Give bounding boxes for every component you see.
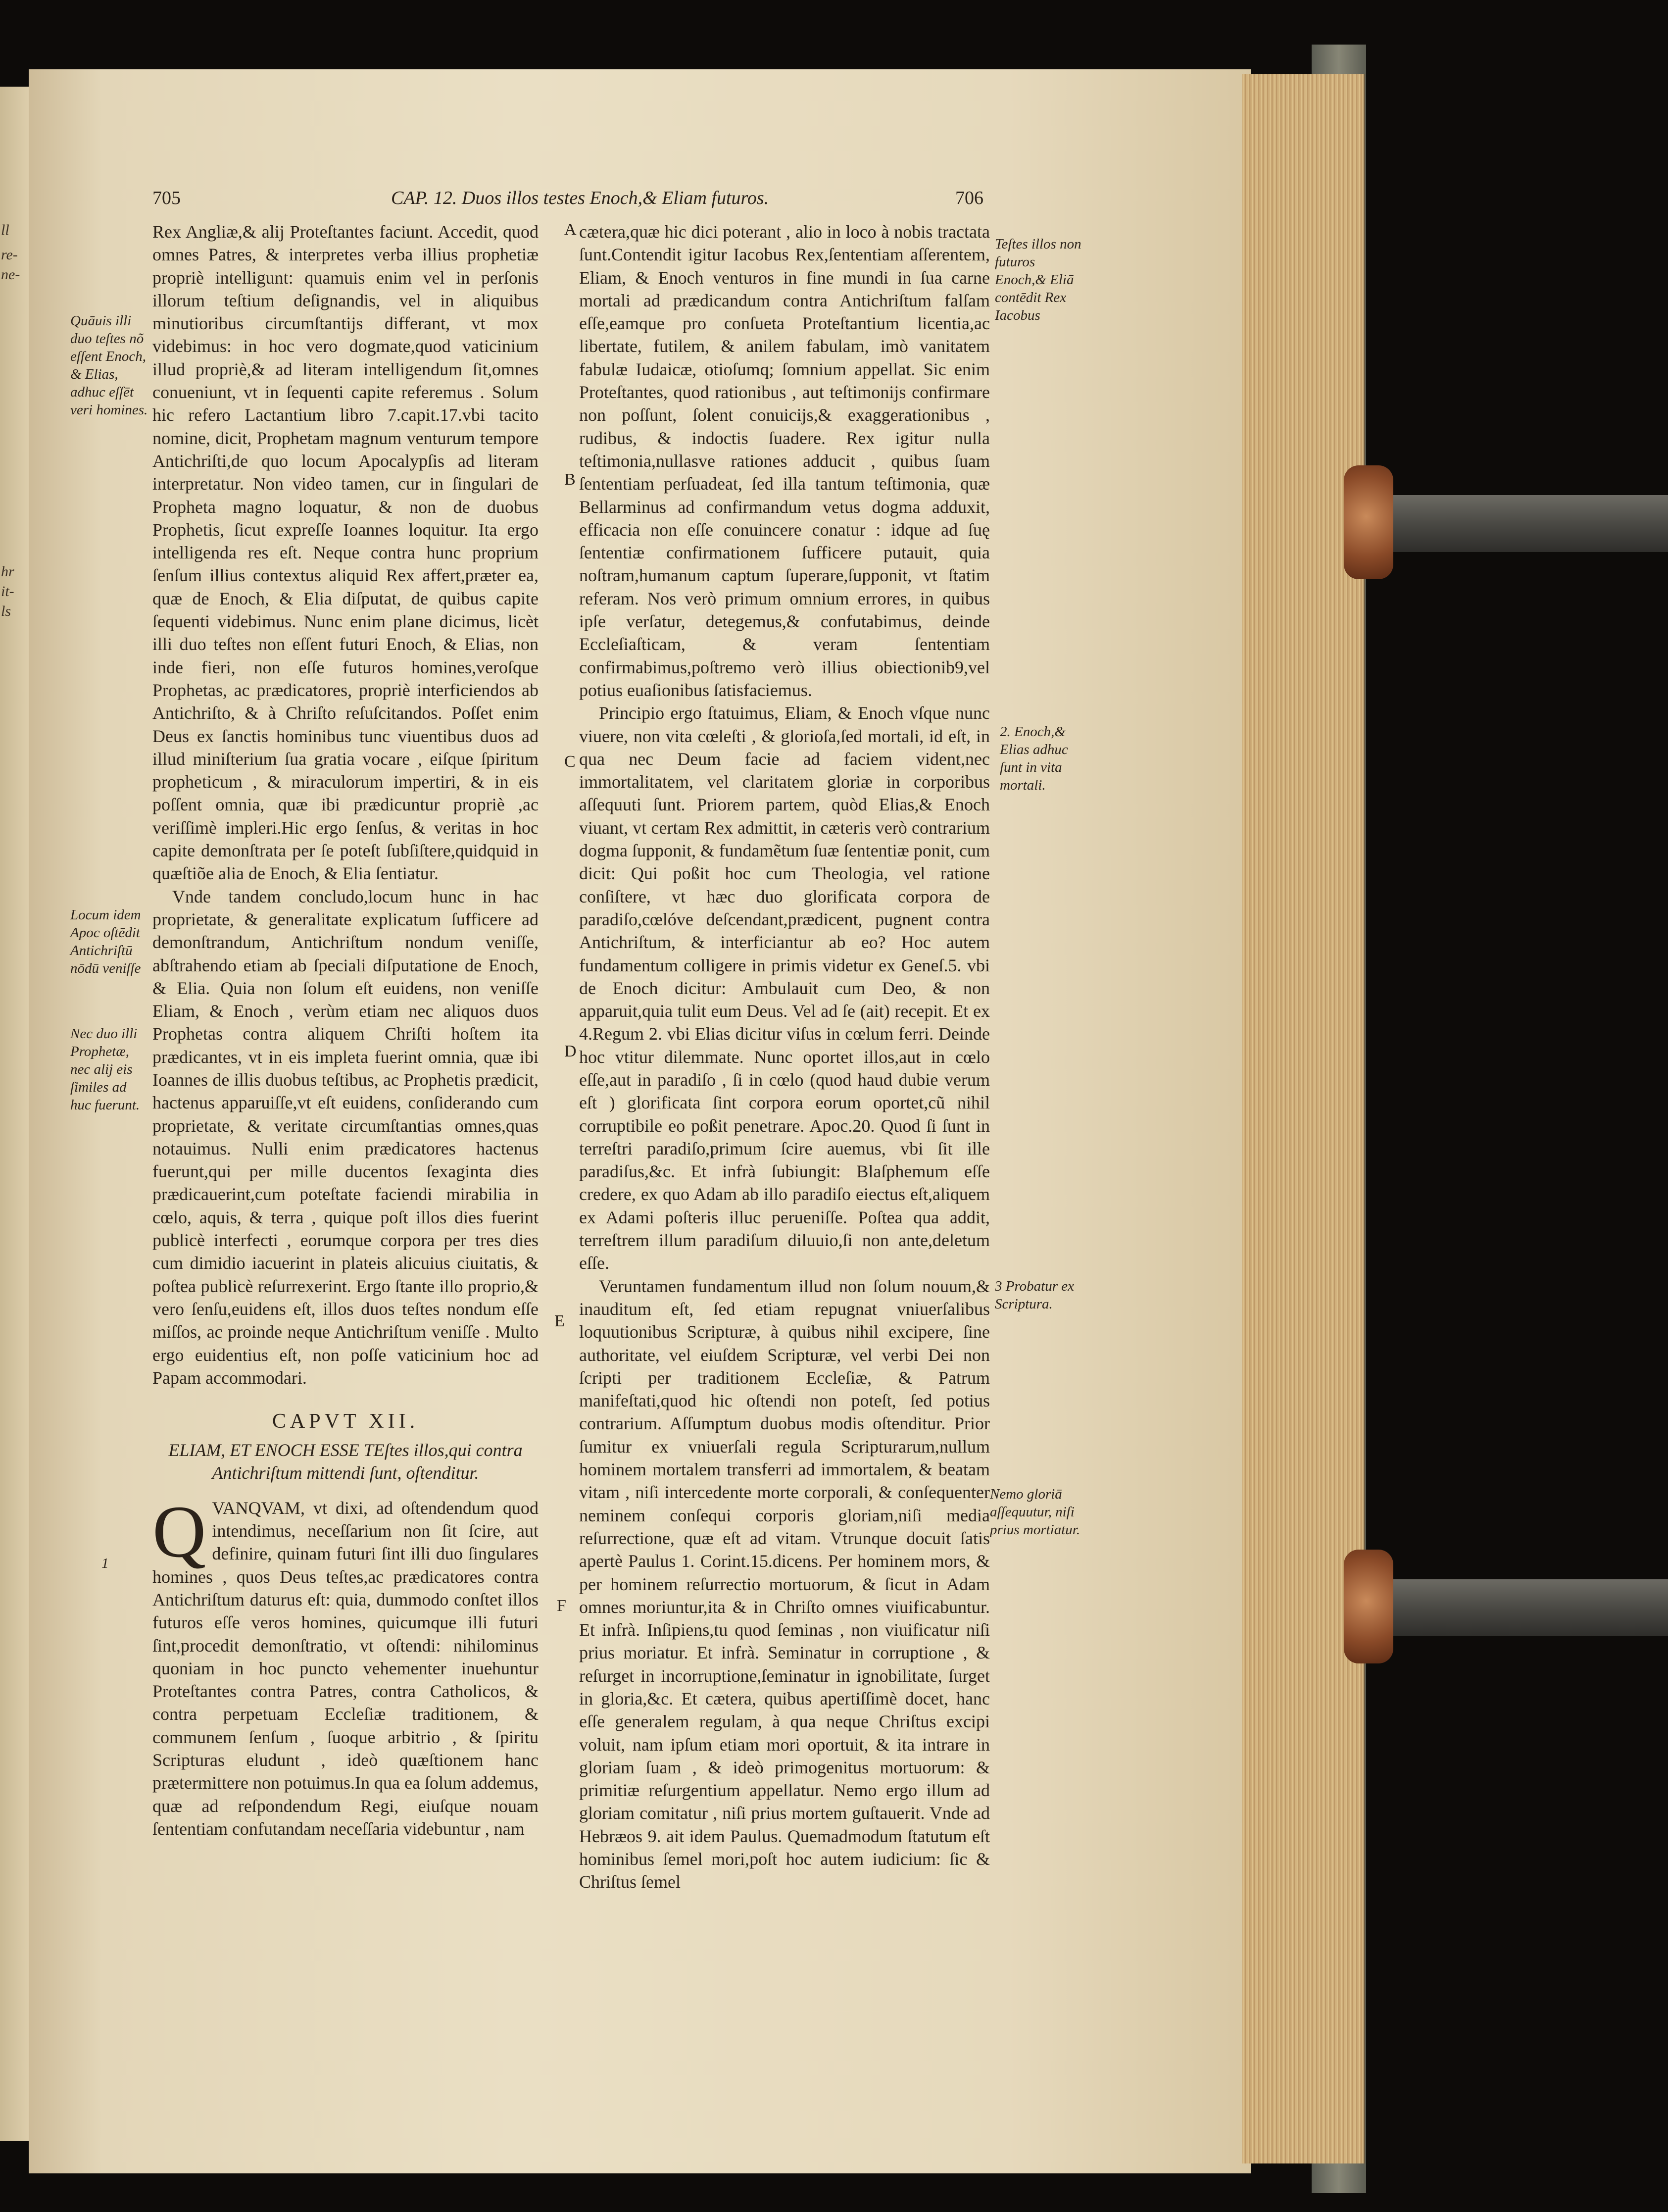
margin-note: Locum idem Apoc oſtēdit Antichriſtū nōdū veniſſe — [70, 907, 141, 976]
prev-page-gloss: it- — [1, 583, 14, 600]
previous-page-edge — [0, 87, 30, 2141]
margin-note: 3 Probatur ex Scriptura. — [995, 1278, 1075, 1312]
margin-note: 2. Enoch,& Elias adhuc ſunt in vita mortali. — [1000, 724, 1068, 793]
clasp-strap — [1374, 1579, 1668, 1636]
paragraph: Rex Angliæ,& alij Proteſtantes faciunt. Accedit, quod omnes Patres, & interpretes verba illius prophetiæ propriè intelligunt: quamuis enim vel in perſonis illorum teſtium deſignandis, vel in aliquibus minutioribus circumſtantijs differant, vt mox videbimus: in hoc vero dogmate,quod vaticinium illud propriè,& ad literam intelligendum ſit,omnes conueniunt, vt in ſequenti capite referemus . Solum hic refero Lactantium libro 7.capit.17.vbi tacito nomine, dicit, Prophetam magnum venturum tempore Antichriſti,de quo locum Apocalypſis ad literam interpretatur. Non video tamen, cur in ſingulari de Propheta magno loquatur, & non de duobus Prophetis, ſicut expreſſe Ioannes loquitur. Ita ergo intelligenda res eſt. Neque contra hunc proprium ſenſum illius contextus aliquid Rex affert,præter ea, quæ de Enoch, & Elia diſputat, de quibus capite ſequenti videbimus. Nunc enim plane dicimus, licèt illi duo teſtes non eſſent futuri Enoch, & Elias, non inde fieri, non eſſe futuros homines,veroſque Prophetas, ac prædicatores, propriè interficiendos ab Antichriſto, & à Chriſto reſuſcitandos. Poſſet enim Deus ex ſanctis hominibus tunc viuentibus duos ad illud miniſterium ſua gratia vocare , eiſque ſpiritum propheticum , & miraculorum impertiri, & in eis poſſent omnia, quæ ibi prædicuntur propriè ,ac veriſſimè impleri.Hic ergo ſenſus, & veritas in hoc capite demonſtrata per ſe poteſt ſubſiſtere,quidquid in quæſtiõe alia de Enoch, & Elia ſentiatur. — [152, 222, 539, 884]
prev-page-gloss: re- — [1, 247, 18, 263]
paragraph: cætera,quæ hic dici poterant , alio in loco à nobis tractata ſunt.Contendit igitur Iacobus Rex,ſententiam aſſerentem, Eliam, & Enoch venturos in fine mundi in ſua carne mortali ad prædicandum contra Antichriſtum falſam eſſe,eamque pro conſueta Proteſtantium licentia,ac libertate, futilem, & anilem fabulam, imò vanitatem fabulæ Iudaicæ, otioſumq; ſomnium appellat. Sic enim Proteſtantes, quod rationibus , aut teſtimonijs confirmare non poſſunt, ſolent conuicijs,& exaggerationibus , rudibus, & indoctis ſuadere. Rex igitur nulla teſtimonia,nullasve rationes adducit , quibus ſuam ſententiam perſuadeat, ſed illa tantum teſtimonia, quæ Bellarminus ad confirmandum vetus dogma adduxit, efficacia non eſſe conuincere conatur : idque ad ſuę ſententiæ confirmationem ſufficere putauit, quia noſtram,humanum captum ſuperare,ſupponit, vt ſtatim referam. Nos verò primum omnium errores, in quibus ipſe verſatur, detegemus,& confutabimus, deinde Eccleſiaſticam, & veram ſententiam confirmabimus,poſtremo verò illius obiectionib9,vel potius euaſionibus ſatisfaciemus. — [579, 222, 990, 700]
margin-note: Nec duo illi Prophetæ, nec alij eis ſimiles ad huc fuerunt. — [70, 1026, 140, 1113]
clasp-leather — [1344, 1550, 1393, 1663]
section-letter: B — [564, 470, 576, 489]
book-clasp-upper — [1344, 465, 1668, 564]
chapter-opening-paragraph — [152, 1490, 539, 1840]
clasp-strap — [1374, 495, 1668, 552]
page-edges — [1242, 74, 1365, 2163]
margin-note-number: 1 — [101, 1556, 109, 1571]
paragraph: Principio ergo ſtatuimus, Eliam, & Enoch vſque nunc viuere, non vita cœleſti , & glorioſa,ſed mortali, id eſt, in qua nec Deum facie ad faciem vident,nec immortalitatem, vel claritatem gloriæ in corporibus aſſequuti ſunt. Priorem partem, quòd Elias,& Enoch viuant, vt certam Rex admittit, in cæteris verò contrarium dogma ſupponit, & fundamẽtum ſuæ ſententiæ ponit, cum dicit: Qui poßit hoc cum Theologia, vel ratione conſiſtere, vt hæc duo glorificata corpora de paradiſo,cœlóve deſcendant,prædicent, pugnent contra Antichriſtum, & interficiantur ab eo? Hoc autem fundamentum colligere in primis videtur ex Geneſ.5. vbi de Enoch dicitur: Ambulauit cum Deo, & non apparuit,quia tulit eum Deus. Vel ad ſe (ait) recepit. Et ex 4.Regum 2. vbi Elias dicitur viſus in cœlum ferri. Deinde hoc vtitur dilemmate. Nunc oportet illos,aut in cœlo eſſe,aut in paradiſo , ſi in cœlo (quod haud dubie verum eſt ) glorificata ſint corpora eorum oportet,cũ nihil corruptibile eo poßit penetrare. Apoc.20. Quod ſi ſunt in terreſtri paradiſo,primum ſcire auemus, vbi ſit ille paradiſus,&c. Et infrà ſubiungit: Blaſphemum eſſe credere, ex quo Adam ab illo paradiſo eiectus eſt,aliquem ex Adami poſteris illuc perueniſſe. Poſtea qua addit, terreſtrem illum paradiſum diluuio,ſi non ante,deletum eſſe. — [579, 703, 990, 1273]
section-letter: C — [564, 753, 576, 771]
running-title: CAP. 12. Duos illos testes Enoch,& Eliam futuros. — [391, 188, 769, 208]
drop-cap: Q — [152, 1490, 206, 1573]
chapter-subtitle: ELIAM, ET ENOCH ESSE TEſtes illos,qui contra Antichriſtum mittendi ſunt, oſtenditur. — [168, 1440, 523, 1483]
page-number-left: 705 — [152, 188, 181, 208]
margin-note: Teſtes illos non futuros Enoch,& Eliā contēdit Rex Iacobus — [995, 236, 1081, 323]
page-number-right: 706 — [955, 188, 983, 208]
clasp-leather — [1344, 465, 1393, 579]
chapter-title: CAPVT XII. — [272, 1410, 419, 1433]
section-letter: D — [564, 1042, 577, 1060]
section-letter: E — [554, 1312, 565, 1330]
right-column — [579, 220, 990, 1894]
prev-page-gloss: hr — [1, 563, 14, 580]
paragraph: Vnde tandem concludo,locum hunc in hac proprietate, & generalitate explicatum ſufficere ad demonſtrandum, Antichriſtum nondum veniſſe, abſtrahendo etiam ab ſpeciali diſputatione de Enoch, & Elia. Quia non ſolum eſt euidens, non veniſſe Eliam, & Enoch , verùm etiam nec aliquos duos Prophetas contra aliquem Chriſti hoſtem ita prædicantes, vt in eis impleta fuerint omnia, quæ ibi Ioannes de illis duobus teſtibus, ac Prophetis prædicit, hactenus apparuiſſe,vt eſt euidens, conſiderando cum proprietate, & veritate circumſtantias omnes,quas notauimus. Nulli enim prædicatores hactenus fuerunt,qui per mille ducentos ſexaginta dies prædicauerint,cum poteſtate faciendi mirabilia in cœlo, aquis, & terra , quique poſt illos dies fuerint publicè interfecti , eorumque corpora per tres dies cum dimidio iacuerint in plateis alicuius ciuitatis, & poſtea publicè reſurrexerint. Ergo ſtante illo proprio,& vero ſenſu,euidens eſt, illos duos teſtes nondum eſſe miſſos, ac proinde neque Antichriſtum veniſſe . Multo ergo euidentius eſt, non poſſe vaticinium hoc ad Papam accommodari. — [152, 886, 539, 1388]
prev-page-gloss: ne- — [1, 266, 20, 283]
prev-page-gloss: ll — [1, 222, 9, 238]
section-letter: F — [557, 1597, 566, 1615]
paragraph: Veruntamen fundamentum illud non ſolum nouum,& inauditum eſt, ſed etiam repugnat vniuerſalibus loquutionibus Scripturæ, à quibus nihil excipere, ſine authoritate, vel eiuſdem Scripturæ, vel verbi Dei non ſcripti per traditionem Eccleſiæ, & Patrum manifeſtati,quod hic oſtendi non poteſt, ſed potius contrarium. Aſſumptum duobus modis oſtenditur. Prior ſumitur ex vniuerſali regula Scripturarum,nullum hominem mortalem transferri ad immortalem, & beatam vitam , niſi intercedente morte corporali, & conſequenter neminem conſequi corporis gloriam,niſi media reſurrectione, quæ eſt ad vitam. Vtrunque docuit ſatis apertè Paulus 1. Corint.15.dicens. Per hominem mors, & per hominem reſurrectio mortuorum, & ſicut in Adam omnes moriuntur,ita & in Chriſto omnes viuificabuntur. Et infrà. Inſipiens,tu quod ſeminas , non viuificatur niſi prius moriatur. Et infrà. Seminatur in corruptione , & reſurget in incorruptione,ſeminatur in ignobilitate, ſurget in gloria,&c. Et cætera, quibus apertiſſimè docet, hanc eſſe generalem regulam, à qua neque Chriſtus excipi voluit, nam ipſum etiam mori oportuit, & ita intrare in gloriam ſuam , & ideò primogenitus mortuorum: & primitiæ reſurgentium appellatur. Nemo ergo illum ad gloriam comitatur , niſi prius mortem guſtauerit. Vnde ad Hebræos 9. ait idem Paulus. Quemadmodum ſtatutum eſt hominibus ſemel mori,poſt hoc autem iudicium: ſic & Chriſtus ſemel — [579, 1276, 990, 1892]
book-clasp-lower — [1344, 1550, 1668, 1649]
margin-note: Quāuis illi duo teſtes nõ eſſent Enoch, & Elias, adhuc eſſēt veri homines. — [70, 313, 148, 418]
section-letter: A — [564, 220, 577, 239]
prev-page-gloss: ls — [1, 603, 11, 619]
left-column — [152, 220, 539, 1840]
chapter-opening-text: VANQVAM, vt dixi, ad oſtendendum quod intendimus, neceſſarium non ſit ſcire, aut definire, quinam futuri ſint illi duo ſingulares homines , quos Deus teſtes,ac prædicatores contra Antichriſtum daturus eſt: quia, dummodo conſtet illos futuros eſſe veros homines, quicumque illi futuri ſint,procedit demonſtratio, vt oſtendi: nihilominus quoniam in hoc puncto vehementer inuehuntur Proteſtantes contra Patres, contra Catholicos, & contra perpetuam Eccleſiæ traditionem, & communem ſenſum , ſuoque arbitrio , & ſpiritu Scripturas eludunt , ideò quæſtionem hanc prætermittere non potuimus.In qua ea ſolum addemus, quæ ad reſpondendum Regi, eiuſque nouam ſententiam confutandam neceſſaria videbuntur , nam — [152, 1498, 539, 1839]
margin-note: Nemo gloriā aſſequutur, niſi prius mortiatur. — [990, 1486, 1080, 1538]
